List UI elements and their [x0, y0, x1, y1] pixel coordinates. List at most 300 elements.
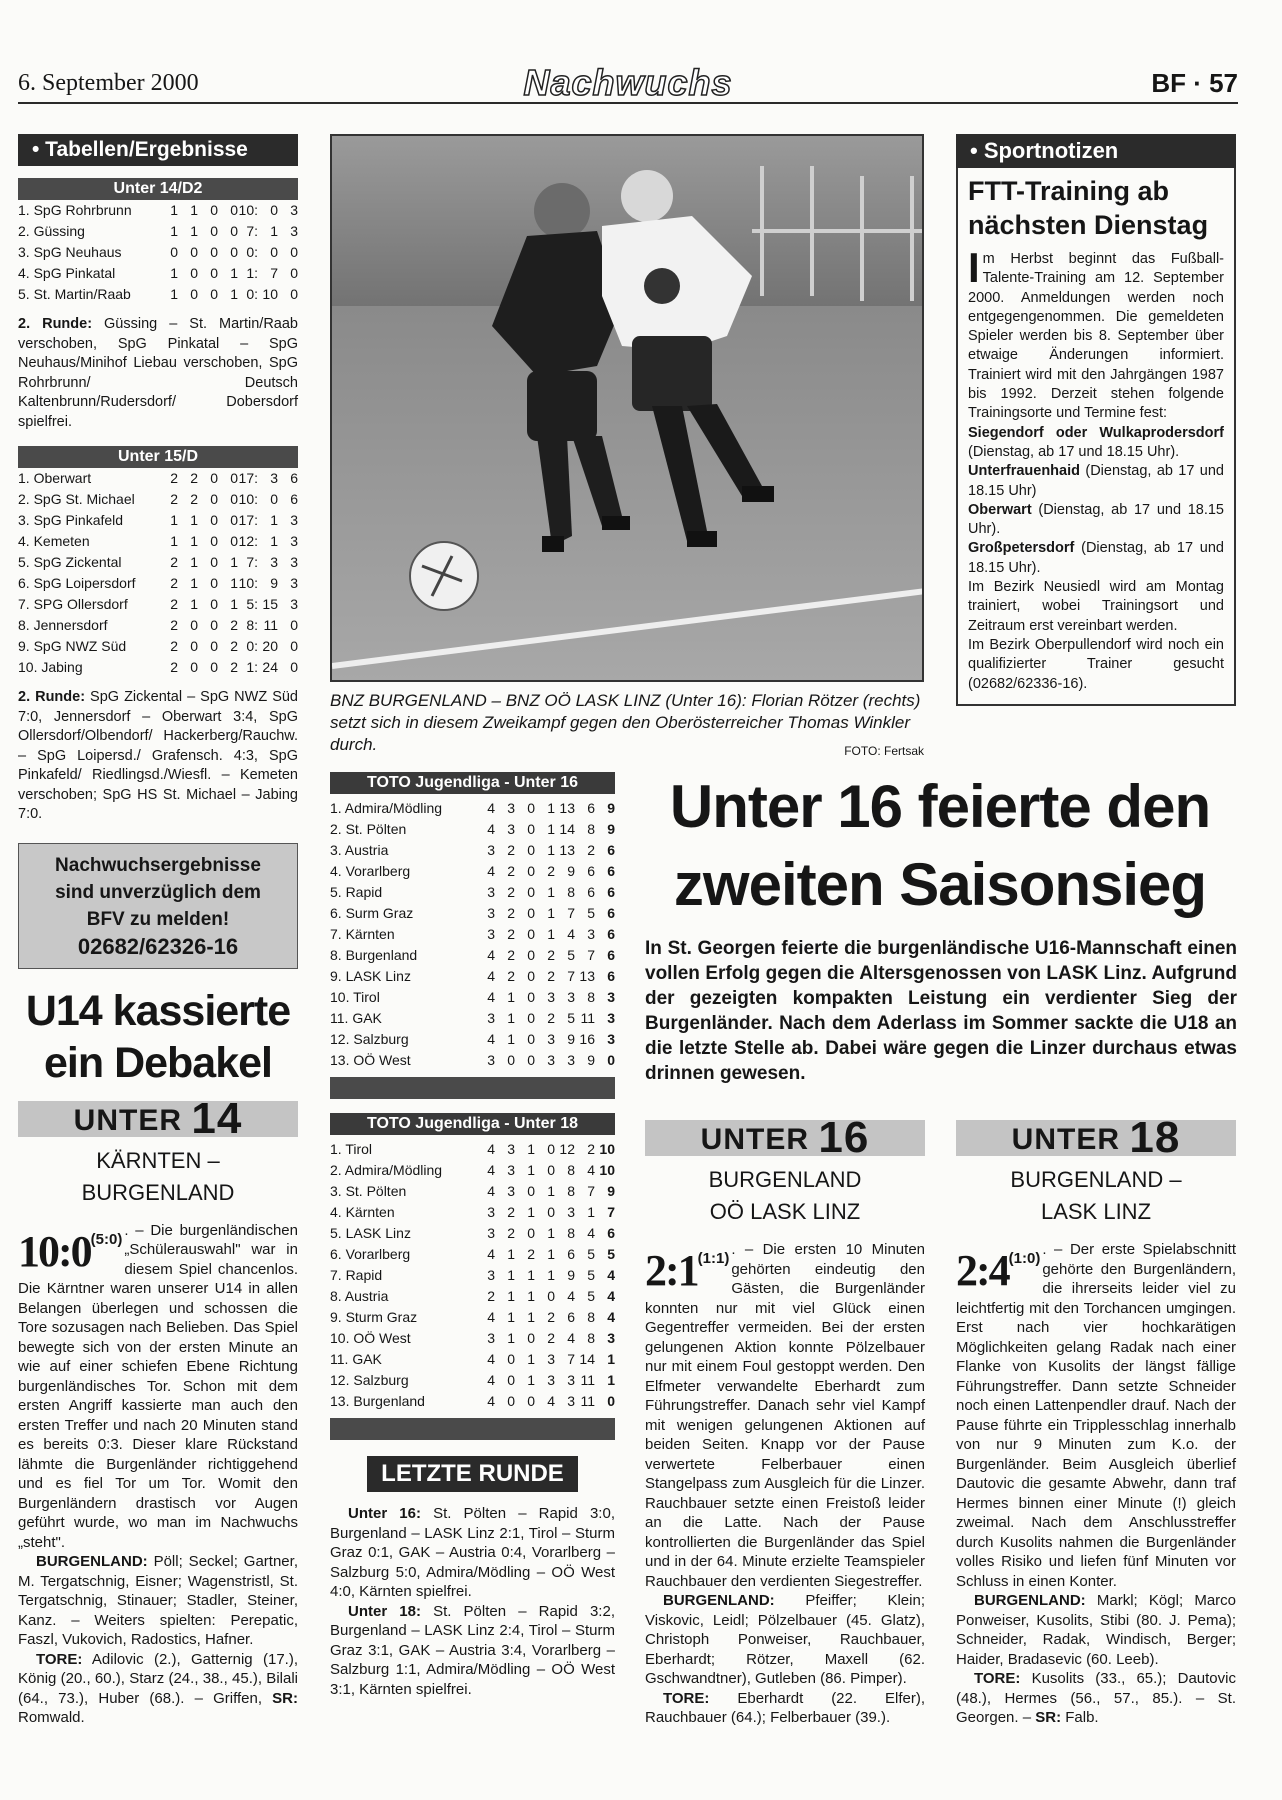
stat-cell: 1	[507, 1246, 515, 1262]
toto-u16-title: TOTO Jugendliga - Unter 16	[330, 772, 615, 794]
toto-u18-table	[330, 1139, 615, 1412]
stat-cell: 3	[567, 989, 575, 1005]
stat-cell: 6	[607, 947, 615, 963]
team-name-cell: 2. Admira/Mödling	[330, 1162, 443, 1178]
team-name-cell: 1. Oberwart	[18, 470, 92, 486]
stat-cell: 6	[587, 884, 595, 900]
table-row	[18, 263, 298, 284]
stat-cell: 1	[547, 884, 555, 900]
table-row	[330, 882, 615, 903]
team-name-cell: 8. Jennersdorf	[18, 617, 108, 633]
stat-cell: 1	[547, 1267, 555, 1283]
table-row	[18, 636, 298, 657]
table-row	[330, 1181, 615, 1202]
stat-cell: 1	[547, 905, 555, 921]
stat-cell: 4	[487, 1162, 495, 1178]
stat-cell: 1	[170, 202, 178, 218]
stat-cell: 1	[527, 1162, 535, 1178]
stat-cell: 9	[567, 1031, 575, 1047]
team-name-cell: 5. LASK Linz	[330, 1225, 411, 1241]
stat-cell: 5	[587, 905, 595, 921]
team-name-cell: 10. OÖ West	[330, 1330, 411, 1346]
table-row	[330, 1265, 615, 1286]
u14-score: $10:0^{(5:0)}$	[18, 1226, 123, 1276]
table-row	[330, 1391, 615, 1412]
stat-cell: 3	[290, 554, 298, 570]
table-row	[330, 1223, 615, 1244]
stat-cell: 10	[599, 1162, 615, 1178]
stat-cell: 1	[607, 1372, 615, 1388]
team-name-cell: 5. St. Martin/Raab	[18, 286, 131, 302]
stat-cell: 0	[190, 244, 198, 260]
stat-cell: 3	[507, 1162, 515, 1178]
stat-cell: 0	[607, 1393, 615, 1409]
stat-cell: 4	[487, 1141, 495, 1157]
team-name-cell: 10. Jabing	[18, 659, 83, 675]
stat-cell: 0	[527, 1225, 535, 1241]
stat-cell: 2	[587, 1141, 595, 1157]
stat-cell: 1	[527, 1288, 535, 1304]
stat-cell: 2	[547, 968, 555, 984]
stat-cell: 15	[262, 596, 278, 612]
toto-u16-table	[330, 798, 615, 1071]
stat-cell: 1	[507, 1288, 515, 1304]
stat-cell: 5	[587, 1246, 595, 1262]
stat-cell: 1	[230, 286, 238, 302]
table-row	[18, 468, 298, 489]
stat-cell: 2	[547, 1010, 555, 1026]
stat-cell: 7	[270, 265, 278, 281]
table-row	[18, 615, 298, 636]
stat-cell: 0	[290, 265, 298, 281]
stat-cell: 0	[210, 575, 218, 591]
stat-cell: 1	[170, 286, 178, 302]
team-name-cell: 1. Admira/Mödling	[330, 800, 443, 816]
team-name-cell: 6. Surm Graz	[330, 905, 414, 921]
stat-cell: 1	[170, 223, 178, 239]
stat-cell: 1	[607, 1351, 615, 1367]
stat-cell: 8	[587, 1309, 595, 1325]
stat-cell: 0	[270, 244, 278, 260]
team-name-cell: 6. Vorarlberg	[330, 1246, 411, 1262]
stat-cell: 11	[580, 1372, 595, 1388]
toto-u18-title: TOTO Jugendliga - Unter 18	[330, 1113, 615, 1135]
stat-cell: 13	[559, 842, 575, 858]
stat-cell: 7	[587, 947, 595, 963]
toto-column	[330, 772, 615, 1699]
toto-u18-footer-bar	[330, 1418, 615, 1440]
stat-cell: 5	[607, 1246, 615, 1262]
stat-cell: 3	[290, 512, 298, 528]
team-name-cell: 5. Rapid	[330, 884, 383, 900]
stat-cell: 9	[607, 1183, 615, 1199]
stat-cell: 6	[290, 470, 298, 486]
stat-cell: 6	[567, 1246, 575, 1262]
issue-date: 6. September 2000	[18, 70, 199, 96]
stat-cell: 0	[290, 659, 298, 675]
stat-cell: 9	[607, 800, 615, 816]
stat-cell: 0	[210, 512, 218, 528]
u18-label-bar: UNTER 18	[956, 1120, 1236, 1156]
stat-cell: 8	[567, 1183, 575, 1199]
table-row	[330, 798, 615, 819]
stat-cell: 1	[190, 533, 198, 549]
stat-cell: 3	[607, 1031, 615, 1047]
team-name-cell: 5. SpG Zickental	[18, 554, 122, 570]
page-header	[18, 64, 1238, 104]
stat-cell: 0	[527, 1183, 535, 1199]
stat-cell: 4	[487, 968, 495, 984]
stat-cell: 0	[527, 842, 535, 858]
table-row	[330, 819, 615, 840]
u18-report: $2:4^{(1:0)}$ . – Der erste Spielabschnitt gehörte den Burgenländern, die ihrerseits leider viel zu leichtfertig mit den Torchancen umgingen. Erst nach vier hochkarätigen Möglichkeiten gelang Radak nach einer Flanke von Kusolits der längst fällige Führungstreffer. Dann setzte Schneider noch einen Lattenpendler drauf. Nach der Pause führte ein Tripplesschlag innerhalb von nur 9 Minuten zum K.o. der Burgenländer. Beim Ausgleich überlief Dautovic die gesamte Abwehr, dann traf Hermes binnen einer Minute (!) gleich zweimal. Nach dem Anschlusstreffer durch Kusolits nahmen die Burgenländer volles Risiko und liefen fünf Minuten vor Schluss in einen Konter. BURGENLAND: Markl; Kögl; Marco Ponweiser, Kusolits, Stibi (80. J. Pema); Schneider, Radak, Windisch, Berger; Haider, Bradasevic (60. Leeb). TORE: Kusolits (33., 65.); Dautovic (48.), Hermes (56., 57., 85.). – St. Georgen. – SR: Falb.	[956, 1241, 1236, 1726]
table-row	[18, 552, 298, 573]
team-name-cell: 10. Tirol	[330, 989, 380, 1005]
table-row	[18, 510, 298, 531]
team-name-cell: 4. Vorarlberg	[330, 863, 411, 879]
stat-cell: 0	[527, 884, 535, 900]
stat-cell: 9	[270, 575, 278, 591]
table-row	[330, 1307, 615, 1328]
stat-cell: 14	[579, 1351, 595, 1367]
stat-cell: 1	[547, 926, 555, 942]
stat-cell: 4	[487, 1393, 495, 1409]
stat-cell: 3	[507, 800, 515, 816]
stat-cell: 4	[487, 1372, 495, 1388]
stat-cell: 1	[190, 223, 198, 239]
stat-cell: 0	[527, 800, 535, 816]
stat-cell: 4	[487, 1309, 495, 1325]
stat-cell: 4	[567, 1288, 575, 1304]
stat-cell: 1	[170, 533, 178, 549]
stat-cell: 7:	[246, 223, 258, 239]
stat-cell: 5	[567, 1010, 575, 1026]
stat-cell: 8	[587, 1330, 595, 1346]
stat-cell: 8	[567, 1225, 575, 1241]
main-lead: In St. Georgen feierte die burgenländische U16-Mannschaft einen vollen Erfolg gegen die Altersgenossen von LASK Linz. Aufgrund der gezeigten kompakten Leistung ein verdienter Sieg der Burgenländer. Nach dem Aderlass im Sommer sackte die U18 an die letzte Stelle ab. Dabei wäre gegen die Linzer durchaus etwas drinnen gewesen.	[645, 938, 1237, 1084]
stat-cell: 3	[547, 1052, 555, 1068]
u16-label-bar: UNTER 16	[645, 1120, 925, 1156]
table-row	[330, 1370, 615, 1391]
stat-cell: 2	[587, 842, 595, 858]
stat-cell: 1	[230, 554, 238, 570]
table-row	[18, 594, 298, 615]
stat-cell: 0	[527, 1330, 535, 1346]
stat-cell: 1	[507, 1309, 515, 1325]
stat-cell: 0	[547, 1204, 555, 1220]
stat-cell: 17:	[238, 512, 258, 528]
stat-cell: 1	[507, 1010, 515, 1026]
team-name-cell: 3. SpG Pinkafeld	[18, 512, 124, 528]
team-name-cell: 4. Kemeten	[18, 533, 90, 549]
stat-cell: 0	[507, 1372, 515, 1388]
stat-cell: 1	[527, 1141, 535, 1157]
stat-cell: 0	[210, 470, 218, 486]
stat-cell: 4	[487, 1031, 495, 1047]
stat-cell: 5	[567, 947, 575, 963]
stat-cell: 1:	[246, 265, 258, 281]
table-row	[330, 1286, 615, 1307]
sportnotizen-box	[956, 134, 1236, 706]
stat-cell: 3	[290, 575, 298, 591]
u16-match-teams: BURGENLAND OÖ LASK LINZ	[708, 1167, 862, 1224]
stat-cell: 6	[607, 863, 615, 879]
stat-cell: 0	[607, 1052, 615, 1068]
stat-cell: 1	[547, 1225, 555, 1241]
stat-cell: 0	[507, 1393, 515, 1409]
stat-cell: 0	[527, 863, 535, 879]
team-name-cell: 11. GAK	[330, 1351, 382, 1367]
stat-cell: 6	[607, 905, 615, 921]
stat-cell: 7	[567, 1351, 575, 1367]
stat-cell: 11	[580, 1010, 595, 1026]
team-name-cell: 7. Kärnten	[330, 926, 395, 942]
table-row	[18, 573, 298, 594]
stat-cell: 0	[527, 1010, 535, 1026]
stat-cell: 4	[607, 1267, 615, 1283]
team-name-cell: 1. Tirol	[330, 1141, 373, 1157]
stat-cell: 10:	[238, 491, 258, 507]
stat-cell: 6	[607, 884, 615, 900]
stat-cell: 3	[487, 1052, 495, 1068]
stat-cell: 7	[567, 905, 575, 921]
stat-cell: 0	[230, 223, 238, 239]
stat-cell: 6	[587, 863, 595, 879]
stat-cell: 1	[507, 1031, 515, 1047]
stat-cell: 3	[567, 1393, 575, 1409]
stat-cell: 2	[547, 1330, 555, 1346]
team-name-cell: 12. Salzburg	[330, 1031, 409, 1047]
stat-cell: 3	[587, 926, 595, 942]
main-headline: Unter 16 feierte den zweiten Saisonsieg	[669, 773, 1211, 918]
table-row	[330, 1139, 615, 1160]
team-name-cell: 2. Güssing	[18, 223, 85, 239]
stat-cell: 1	[190, 575, 198, 591]
stat-cell: 1	[190, 202, 198, 218]
stat-cell: 5	[587, 1267, 595, 1283]
stat-cell: 0	[210, 244, 218, 260]
stat-cell: 0	[270, 491, 278, 507]
stat-cell: 0	[210, 533, 218, 549]
team-name-cell: 7. Rapid	[330, 1267, 383, 1283]
table-row	[330, 1244, 615, 1265]
players-photo-illustration	[332, 136, 924, 682]
team-name-cell: 3. SpG Neuhaus	[18, 244, 122, 260]
stat-cell: 4	[487, 1351, 495, 1367]
stat-cell: 8	[567, 884, 575, 900]
table-row	[18, 657, 298, 678]
stat-cell: 4	[547, 1393, 555, 1409]
stat-cell: 4	[487, 989, 495, 1005]
stat-cell: 2	[170, 638, 178, 654]
table-row	[330, 1160, 615, 1181]
stat-cell: 0	[190, 265, 198, 281]
stat-cell: 0	[527, 1393, 535, 1409]
u14-match-teams: KÄRNTEN – BURGENLAND	[81, 1147, 235, 1205]
stat-cell: 3	[270, 554, 278, 570]
stat-cell: 3	[567, 1204, 575, 1220]
stat-cell: 3	[547, 1031, 555, 1047]
stat-cell: 0	[527, 947, 535, 963]
stat-cell: 1	[230, 575, 238, 591]
stat-cell: 2	[507, 1204, 515, 1220]
stat-cell: 0	[507, 1351, 515, 1367]
stat-cell: 0	[210, 265, 218, 281]
photo-caption: BNZ BURGENLAND – BNZ OÖ LASK LINZ (Unter 16): Florian Rötzer (rechts) setzt sich in diesem Zweikampf gegen den Oberösterreicher Thomas Winkler durch. FOTO: Fertsak	[330, 690, 924, 762]
stat-cell: 8:	[246, 617, 258, 633]
table-row	[18, 221, 298, 242]
table-row	[330, 924, 615, 945]
team-name-cell: 6. SpG Loipersdorf	[18, 575, 136, 591]
table-row	[330, 966, 615, 987]
stat-cell: 6	[607, 1225, 615, 1241]
stat-cell: 0	[547, 1162, 555, 1178]
stat-cell: 3	[290, 202, 298, 218]
stat-cell: 9	[607, 821, 615, 837]
section-tag-tabellen: • Tabellen/Ergebnisse	[18, 134, 298, 166]
stat-cell: 4	[487, 800, 495, 816]
stat-cell: 0	[527, 1031, 535, 1047]
stat-cell: 2	[230, 638, 238, 654]
stat-cell: 0	[170, 244, 178, 260]
stat-cell: 3	[607, 989, 615, 1005]
stat-cell: 4	[567, 1330, 575, 1346]
stat-cell: 1	[190, 554, 198, 570]
stat-cell: 4	[487, 821, 495, 837]
stat-cell: 4	[607, 1288, 615, 1304]
stat-cell: 0	[230, 244, 238, 260]
stat-cell: 3	[487, 1330, 495, 1346]
stat-cell: 1	[230, 265, 238, 281]
stat-cell: 3	[487, 926, 495, 942]
stat-cell: 1	[547, 800, 555, 816]
table-row	[18, 200, 298, 221]
stat-cell: 16	[579, 1031, 595, 1047]
team-name-cell: 8. Burgenland	[330, 947, 418, 963]
stat-cell: 0	[210, 596, 218, 612]
stat-cell: 0	[210, 554, 218, 570]
team-name-cell: 13. Burgenland	[330, 1393, 425, 1409]
table-row	[330, 1328, 615, 1349]
table-row	[18, 242, 298, 263]
stat-cell: 6	[607, 926, 615, 942]
stat-cell: 2	[507, 842, 515, 858]
photo-credit: FOTO: Fertsak	[844, 744, 924, 758]
stat-cell: 10	[262, 286, 278, 302]
stat-cell: 2	[230, 617, 238, 633]
team-name-cell: 9. LASK Linz	[330, 968, 411, 984]
stat-cell: 3	[487, 1010, 495, 1026]
u18-score: $2:4^{(1:0)}$	[956, 1246, 1041, 1295]
stat-cell: 4	[607, 1309, 615, 1325]
stat-cell: 1	[547, 1183, 555, 1199]
stat-cell: 2	[170, 596, 178, 612]
table-row	[330, 1349, 615, 1370]
stat-cell: 2	[547, 1309, 555, 1325]
stat-cell: 10	[599, 1141, 615, 1157]
stat-cell: 0	[230, 470, 238, 486]
u14-label-bar: UNTER 14	[18, 1101, 298, 1137]
stat-cell: 0	[270, 202, 278, 218]
stat-cell: 2	[190, 491, 198, 507]
stat-cell: 10:	[238, 202, 258, 218]
u14-table-title: Unter 14/D2	[18, 178, 298, 200]
stat-cell: 2	[507, 884, 515, 900]
stat-cell: 0	[190, 638, 198, 654]
u16-score: $2:1^{(1:1)}$	[645, 1246, 730, 1295]
stat-cell: 0	[210, 202, 218, 218]
stat-cell: 7	[587, 1183, 595, 1199]
stat-cell: 0	[290, 286, 298, 302]
stat-cell: 20	[262, 638, 278, 654]
stat-cell: 0:	[246, 286, 258, 302]
stat-cell: 1	[507, 1267, 515, 1283]
stat-cell: 1	[270, 223, 278, 239]
stat-cell: 1	[230, 596, 238, 612]
stat-cell: 0	[230, 533, 238, 549]
stat-cell: 1	[547, 842, 555, 858]
stat-cell: 2	[170, 491, 178, 507]
stat-cell: 1	[170, 265, 178, 281]
u14-report: $10:0^{(5:0)}$ . – Die burgenländischen „Schülerauswahl" war in diesem Spiel chancenlos. Die Kärntner waren unserer U14 in allen Belangen überlegen und schossen die Tore sozusagen nach Belieben. Das Spiel bewegte sich von der ersten Minute an wie auf einer schiefen Ebene Richtung burgenländisches Tor. Schon mit dem ersten Angriff kassierte man auch den ersten Treffer und nach 20 Minuten stand es bereits 0:3. Dieser klare Rückstand lähmte die Burgenländer richtiggehend und es fiel Tor um Tor. Womit den Burgenländern drastisch vor Augen geführt wurde, wo man im Nachwuchs „steht". BURGENLAND: Pöll; Seckel; Gartner, M. Tergatschnig, Eisner; Wagenstristl, St. Tergatschnig, Stinauer; Stadler, Steiner, Kanz. – Weiters spielten: Perepatic, Faszl, Vukovich, Radostics, Hafner. TORE: Adilovic (2.), Gatternig (17.), König (20., 60.), Starz (24., 38., 45.), Bilali (64., 73.), Huber (68.). – Griffen, SR: Romwald.	[18, 1221, 298, 1726]
stat-cell: 0	[290, 638, 298, 654]
stat-cell: 3	[487, 1225, 495, 1241]
stat-cell: 2	[170, 659, 178, 675]
sportnotizen-text: Im Herbst beginnt das Fußball-Talente-Training am 12. September 2000. Anmeldungen werden noch entgegengenommen. Die gemeldeten Spieler werden bis 8. September über etwaige Änderungen informiert. Trainiert wird mit den Jahrgängen 1987 bis 1992. Derzeit stehen folgende Trainingsorte und Termine fest: Siegendorf oder Wulkaprodersdorf (Dienstag, ab 17 und 18.15 Uhr). Unterfrauenhaid (Dienstag, ab 17 und 18.15 Uhr) Oberwart (Dienstag, ab 17 und 18.15 Uhr). Großpetersdorf (Dienstag, ab 17 und 18.15 Uhr). Im Bezirk Neusiedl wird am Montag trainiert, wobei Trainingsort und Zeitraum erst vereinbart werden. Im Bezirk Oberpullendorf wird noch ein qualifizierter Trainer gesucht (02682/62336-16).	[968, 244, 1224, 692]
stat-cell: 0	[210, 638, 218, 654]
team-name-cell: 11. GAK	[330, 1010, 382, 1026]
stat-cell: 4	[487, 863, 495, 879]
stat-cell: 9	[587, 1052, 595, 1068]
team-name-cell: 13. OÖ West	[330, 1052, 411, 1068]
stat-cell: 1	[527, 1351, 535, 1367]
stat-cell: 0	[210, 659, 218, 675]
table-row	[330, 840, 615, 861]
stat-cell: 11	[263, 617, 278, 633]
stat-cell: 7:	[246, 554, 258, 570]
stat-cell: 3	[487, 884, 495, 900]
stat-cell: 0	[190, 659, 198, 675]
last-round-text: Unter 16: St. Pölten – Rapid 3:0, Burgenland – LASK Linz 2:1, Tirol – Sturm Graz 0:1, GAK – Austria 0:4, Vorarlberg – Salzburg 5:0, Admira/Mödling – OÖ West 4:0, Kärnten spielfrei. Unter 18: St. Pölten – Rapid 3:2, Burgenland – LASK Linz 2:4, Tirol – Sturm Graz 3:1, GAK – Austria 3:4, Vorarlberg – Salzburg 1:1, Admira/Mödling – OÖ West 3:1, Kärnten spielfrei.	[330, 1505, 615, 1698]
u18-match-teams: BURGENLAND – LASK LINZ	[1010, 1167, 1182, 1224]
stat-cell: 0	[230, 512, 238, 528]
stat-cell: 3	[567, 1372, 575, 1388]
u14-headline: U14 kassierte ein Debakel	[25, 986, 291, 1087]
stat-cell: 0	[210, 286, 218, 302]
stat-cell: 3	[607, 1330, 615, 1346]
stat-cell: 9	[567, 1267, 575, 1283]
stat-cell: 24	[262, 659, 278, 675]
stat-cell: 8	[567, 1162, 575, 1178]
stat-cell: 0	[210, 223, 218, 239]
stat-cell: 1	[507, 1330, 515, 1346]
stat-cell: 4	[567, 926, 575, 942]
stat-cell: 13	[579, 968, 595, 984]
stat-cell: 2	[230, 659, 238, 675]
u16-report: $2:1^{(1:1)}$ . – Die ersten 10 Minuten gehörten eindeutig den Gästen, die Burgenländer konnten nur mit viel Glück einen Gegentreffer vermeiden. Bei der ersten gelungenen Aktion konnte Pölzelbauer nur mit einem Foul gestoppt werden. Den Elfmeter verwandelte Eberhardt zum Führungstreffer. Danach sehr viel Kampf mit wenigen gelungenen Aktionen auf beiden Seiten. Knapp vor der Pause verwertete Felberbauer einen Stangelpass zum Ausgleich für die Linzer. Rauchbauer setzte einen Freistoß leider an die Latte. Nach der Pause kontrollierten die Burgenländer das Spiel und in der 64. Minute erzielte Teamspieler Rauchbauer den verdienten Siegestreffer. BURGENLAND: Pfeiffer; Klein; Viskovic, Leidl; Pölzelbauer (45. Glatz), Christoph Ponweiser, Rauchbauer, Eberhardt; Rötzer, Maxell (62. Gschwandtner), Gutleben (86. Pimper). TORE: Eberhardt (22. Elfer), Rauchbauer (64.); Felberbauer (39.).	[645, 1241, 925, 1726]
stat-cell: 3	[547, 989, 555, 1005]
section-title: Nachwuchs	[523, 62, 733, 103]
stat-cell: 0:	[246, 244, 258, 260]
team-name-cell: 7. SPG Ollersdorf	[18, 596, 128, 612]
stat-cell: 0	[547, 1141, 555, 1157]
stat-cell: 3	[487, 905, 495, 921]
stat-cell: 4	[487, 1183, 495, 1199]
stat-cell: 0	[210, 617, 218, 633]
stat-cell: 2	[190, 470, 198, 486]
stat-cell: 0	[290, 244, 298, 260]
stat-cell: 6	[290, 491, 298, 507]
